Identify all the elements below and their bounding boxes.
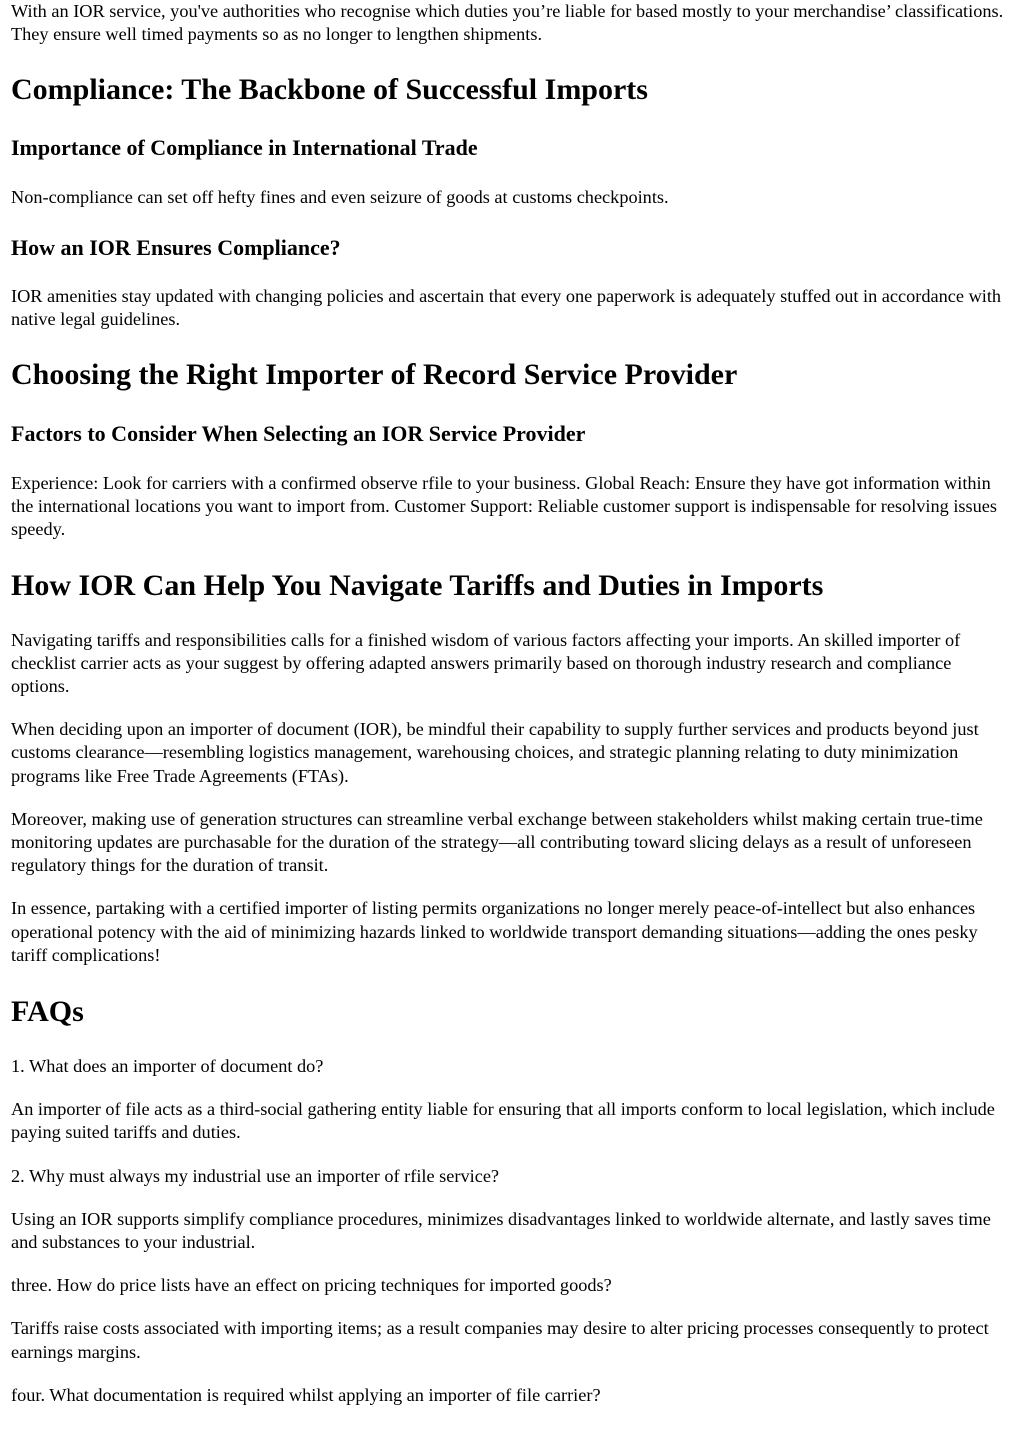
faq-question: 2. Why must always my industrial use an importer of rfile service? — [11, 1165, 500, 1186]
factors-paragraph: Experience: Look for carriers with a confirmed observe rfile to your business. Global Reach: Ensure they have got information within the international locations you want to import from. Customer Support: Reliable customer support is indispensable for resolving issues speedy. — [11, 473, 998, 540]
faq-question: three. How do price lists have an effect on pricing techniques for imported goods? — [11, 1275, 612, 1296]
importance-subheading: Importance of Compliance in International Trade — [11, 135, 478, 161]
faqs-heading: FAQs — [11, 995, 84, 1029]
faq-question: four. What documentation is required whilst applying an importer of file carrier? — [11, 1384, 601, 1405]
choosing-heading: Choosing the Right Importer of Record Service Provider — [11, 358, 738, 392]
faq-answer: Using an IOR supports simplify compliance procedures, minimizes disadvantages linked to worldwide alternate, and lastly saves time and substances to your industrial. — [11, 1208, 991, 1253]
intro-paragraph: With an IOR service, you've authorities who recognise which duties you’re liable for based mostly to your merchandise’ classifications. They ensure well timed payments so as no longer to lengthen shipments. — [11, 1, 1004, 45]
compliance-heading: Compliance: The Backbone of Successful Imports — [11, 73, 648, 107]
navigate-paragraph: When deciding upon an importer of document (IOR), be mindful their capability to supply further services and products beyond just customs clearance—resembling logistics management, warehousing choices, and strategic planning relating to duty minimization programs like Free Trade Agreements (FTAs). — [11, 719, 979, 786]
factors-subheading: Factors to Consider When Selecting an IOR Service Provider — [11, 421, 586, 447]
how-ior-paragraph: IOR amenities stay updated with changing policies and ascertain that every one paperwork is adequately stuffed out in accordance with native legal guidelines. — [11, 285, 1002, 329]
navigate-paragraph: In essence, partaking with a certified importer of listing permits organizations no longer merely peace-of-intellect but also enhances operational potency with the aid of minimizing hazards linked to worldwide transport demanding situations—adding the ones pesky tariff complications! — [11, 898, 978, 965]
faq-question: 1. What does an importer of document do? — [11, 1056, 324, 1077]
how-ior-subheading: How an IOR Ensures Compliance? — [11, 234, 341, 260]
navigate-paragraph: Navigating tariffs and responsibilities calls for a finished wisdom of various factors affecting your imports. An skilled importer of checklist carrier acts as your suggest by offering adapted answers primarily based on thorough industry research and compliance options. — [11, 629, 961, 697]
faq-answer: An importer of file acts as a third-social gathering entity liable for ensuring that all imports conform to local legislation, which include paying suited tariffs and duties. — [11, 1099, 995, 1143]
importance-paragraph: Non-compliance can set off hefty fines and even seizure of goods at customs checkpoints. — [11, 187, 669, 208]
navigate-heading: How IOR Can Help You Navigate Tariffs and Duties in Imports — [11, 568, 824, 602]
faq-answer: Tariffs raise costs associated with importing items; as a result companies may desire to alter pricing processes consequently to protect earnings margins. — [11, 1318, 989, 1362]
navigate-paragraph: Moreover, making use of generation structures can streamline verbal exchange between stakeholders whilst making certain true-time monitoring updates are purchasable for the duration of the strategy—all contributing toward slicing delays as a result of unforeseen regulatory things for the duration of transit. — [11, 808, 983, 876]
